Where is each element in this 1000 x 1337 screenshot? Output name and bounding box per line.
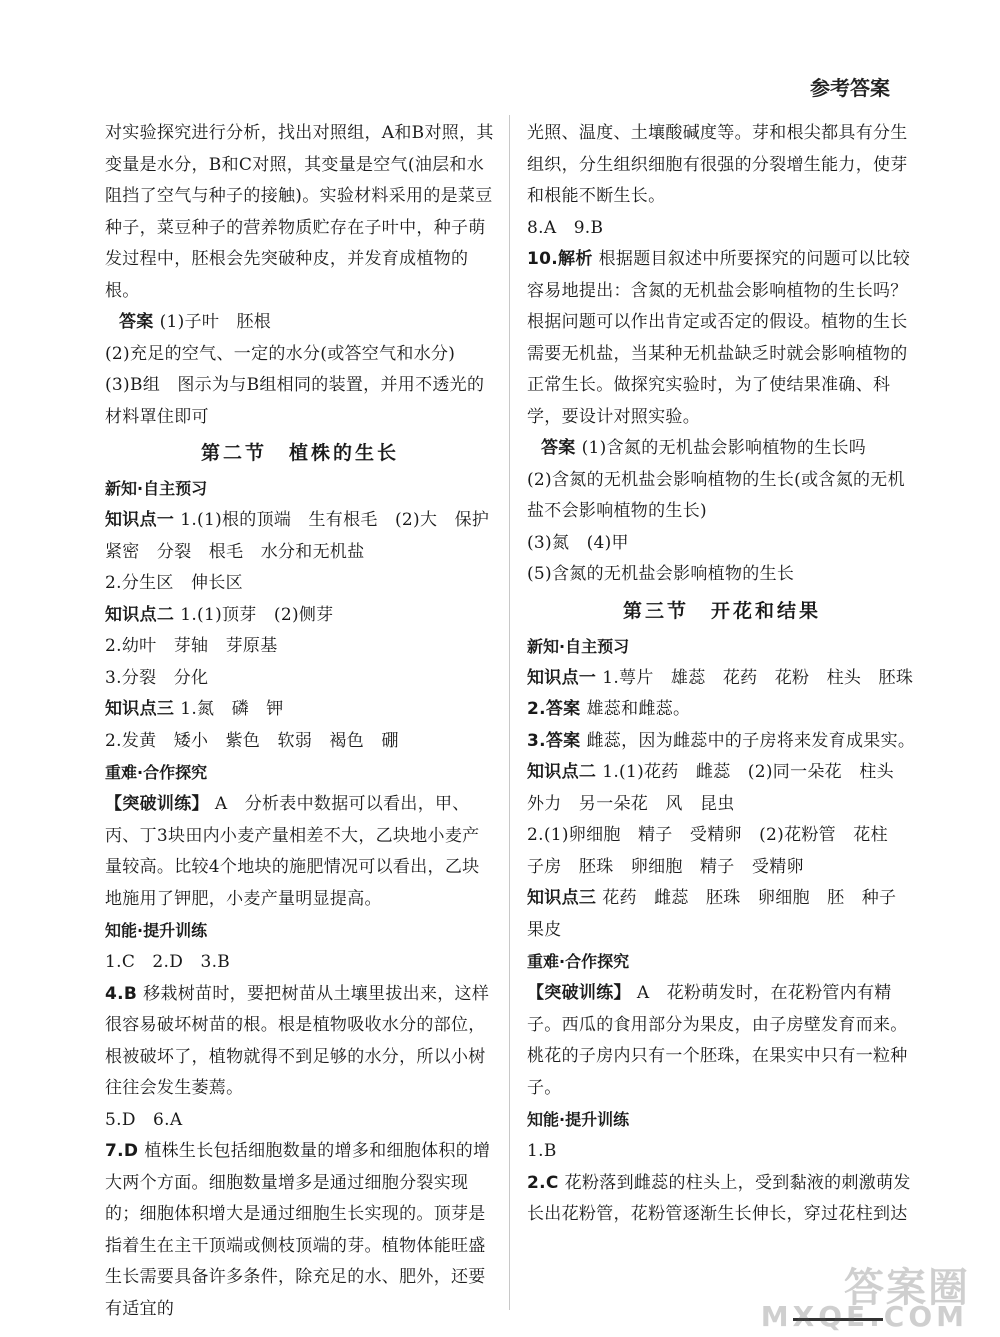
knowledge-line: 2.(1)卵细胞 精子 受精卵 (2)花粉管 花柱 子房 胚珠 卵细胞 精子 受精卵 <box>527 825 906 877</box>
explanation-text: 根据题目叙述中所要探究的问题可以比较容易地提出：含氮的无机盐会影响植物的生长吗？根据问题可以作出肯定或否定的假设。植物的生长需要无机盐，当某种无机盐缺乏时就会影响植物的正常生长。做探究实验时，为了使结果准确、科学，要设计对照实验。 <box>527 249 911 427</box>
training-label: 【突破训练】 <box>105 794 209 814</box>
knowledge-line: 3.分裂 分化 <box>105 667 209 688</box>
knowledge-line: 2.幼叶 芽轴 芽原基 <box>105 636 278 656</box>
section-title: 第二节 植株的生长 <box>200 442 399 464</box>
knowledge-text: 1.(1)花药 雌蕊 (2)同一朵花 柱头 外力 另一朵花 风 昆虫 <box>527 762 912 814</box>
knowledge-label: 知识点一 <box>105 510 175 530</box>
answer-line: (2)含氮的无机盐会影响植物的生长(或含氮的无机盐不会影响植物的生长) <box>527 469 905 521</box>
knowledge-text: 花药 雌蕊 胚珠 卵细胞 胚 种子 果皮 <box>527 888 914 940</box>
explanation-paragraph <box>527 244 917 433</box>
paragraph: 光照、温度、土壤酸碱度等。芽和根尖都具有分生组织，分生组织细胞有很强的分裂增生能力，使芽和根能不断生长。 <box>527 123 908 206</box>
watermark-text: 答案圈 <box>844 1265 970 1311</box>
question-label: 10.解析 <box>527 249 593 269</box>
answer-label: 3.答案 <box>527 730 581 751</box>
training-paragraph <box>105 789 495 915</box>
knowledge-line <box>527 883 917 946</box>
answer-line <box>527 726 917 758</box>
knowledge-line: 2.发黄 矮小 紫色 软弱 褐色 硼 <box>105 730 399 751</box>
knowledge-line <box>105 600 495 632</box>
subsection-title: 新知·自主预习 <box>105 479 208 498</box>
answer-label: 答案 <box>541 438 576 458</box>
explanation-text: 移栽树苗时，要把树苗从土壤里拔出来，这样很容易破坏树苗的根。根是植物吸收水分的部位，根被破坏了，植物就得不到足够的水分，所以小树往往会发生萎蔫。 <box>105 983 490 1098</box>
explanation-paragraph <box>105 979 495 1105</box>
left-column <box>105 118 507 1325</box>
explanation-text: 植株生长包括细胞数量的增多和细胞体积的增大两个方面。细胞数量增多是通过细胞分裂实现的；细胞体积增大是通过细胞生长实现的。顶芽是指着生在主干顶端或侧枝顶端的芽。植物体能旺盛生长需要具备许多条件，除充足的水、肥外，还要有适宜的 <box>105 1141 491 1319</box>
answer-line <box>527 433 917 465</box>
explanation-paragraph <box>105 1136 495 1325</box>
knowledge-label: 知识点一 <box>527 667 597 688</box>
question-label: 7.D <box>105 1141 139 1161</box>
subsection-title: 知能·提升训练 <box>527 1110 630 1129</box>
answer-line: (3)氮 (4)甲 <box>527 532 629 553</box>
knowledge-line <box>527 663 917 695</box>
subsection-title: 重难·合作探究 <box>105 763 208 782</box>
knowledge-text: 1.(1)根的顶端 生有根毛 (2)大 保护 紧密 分裂 根毛 水分和无机盐 <box>105 510 507 562</box>
question-label: 4.B <box>105 983 138 1004</box>
training-text: A 花粉萌发时，在花粉管内有精子。西瓜的食用部分为果皮，由子房壁发育而来。桃花的子房内只有一个胚珠，在果实中只有一粒种子。 <box>527 983 908 1098</box>
answer-text: 雄蕊和雌蕊。 <box>586 699 691 719</box>
section-title: 第三节 开花和结果 <box>622 599 821 622</box>
answer-line: (2)充足的空气、一定的水分(或答空气和水分) <box>105 343 456 364</box>
knowledge-line <box>105 694 495 726</box>
knowledge-label: 知识点三 <box>527 888 597 908</box>
answer-line: 8.A 9.B <box>527 217 604 238</box>
answer-line: (5)含氮的无机盐会影响植物的生长 <box>527 564 795 584</box>
answer-line: 1.B <box>527 1141 557 1161</box>
knowledge-label: 知识点二 <box>527 762 597 782</box>
question-label: 2.C <box>527 1172 559 1193</box>
subsection-title: 新知·自主预习 <box>527 636 630 656</box>
answer-label: 答案 <box>119 312 154 332</box>
answer-text: (1)子叶 胚根 <box>159 312 272 332</box>
knowledge-line: 2.分生区 伸长区 <box>105 573 243 593</box>
answer-line: (3)B组 图示为与B组相同的装置，并用不透光的材料罩住即可 <box>105 375 485 427</box>
answer-line <box>105 307 495 339</box>
subsection-title: 重难·合作探究 <box>527 952 630 971</box>
knowledge-label: 知识点二 <box>105 604 175 625</box>
knowledge-line <box>527 757 917 820</box>
answer-line: 1.C 2.D 3.B <box>105 952 231 972</box>
answer-line: 5.D 6.A <box>105 1109 183 1130</box>
knowledge-line <box>105 505 507 568</box>
watermark-logo <box>760 1256 980 1336</box>
training-label: 【突破训练】 <box>527 983 631 1003</box>
knowledge-label: 知识点三 <box>105 699 175 719</box>
answer-label: 2.答案 <box>527 699 581 719</box>
answer-text: (1)含氮的无机盐会影响植物的生长吗 <box>581 438 867 458</box>
paragraph: 对实验探究进行分析，找出对照组，A和B对照，其变量是水分，B和C对照，其变量是空气(油层和水阻挡了空气与种子的接触)。实验材料采用的是菜豆种子，菜豆种子的营养物质贮存在子叶中，种子萌发过程中，胚根会先突破种皮，并发育成植物的根。 <box>105 123 494 301</box>
answer-line <box>527 694 917 726</box>
right-column <box>527 118 917 1231</box>
watermark-url: MXQE.COM <box>760 1300 968 1333</box>
knowledge-text: 1.萼片 雄蕊 花药 花粉 柱头 胚珠 <box>602 667 914 688</box>
page-header: 参考答案 <box>810 76 890 100</box>
column-divider <box>509 115 510 1310</box>
training-text: A 分析表中数据可以看出，甲、丙、丁3块田内小麦产量相差不大，乙块地小麦产量较高。比较4个地块的施肥情况可以看出，乙块地施用了钾肥，小麦产量明显提高。 <box>105 794 480 909</box>
training-paragraph <box>527 978 917 1104</box>
explanation-text: 花粉落到雌蕊的柱头上，受到黏液的刺激萌发长出花粉管，花粉管逐渐生长伸长，穿过花柱到达 <box>527 1172 911 1224</box>
subsection-title: 知能·提升训练 <box>105 921 208 940</box>
answer-text: 雌蕊，因为雌蕊中的子房将来发育成果实。 <box>586 730 916 751</box>
knowledge-text: 1.(1)顶芽 (2)侧芽 <box>180 604 334 625</box>
explanation-paragraph <box>527 1168 917 1231</box>
knowledge-text: 1.氮 磷 钾 <box>180 699 284 719</box>
